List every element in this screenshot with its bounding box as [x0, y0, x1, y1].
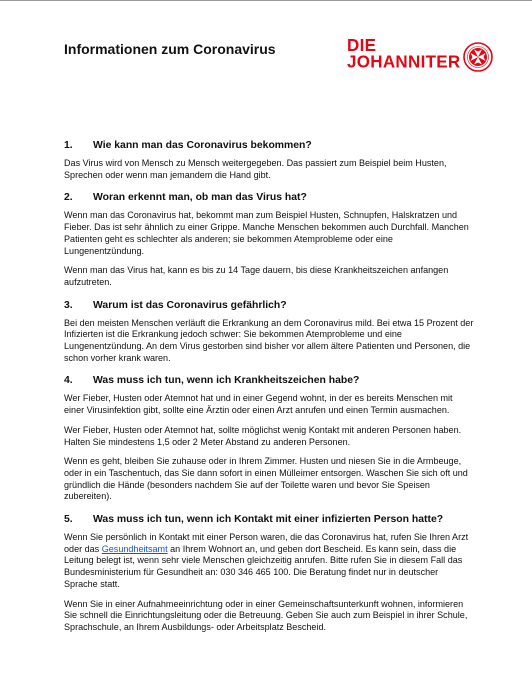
section-3-heading	[64, 300, 474, 311]
section-4-paragraph-1: Wer Fieber, Husten oder Atemnot hat und in einer Gegend wohnt, in der es bereits Menschen mit einer Virusinfektion gibt, sollte eine Ärztin oder einen Arzt anrufen und einen Termin ausmachen.	[64, 393, 453, 416]
document-body	[64, 140, 474, 642]
section-2-paragraph-1: Wenn man das Coronavirus hat, bekommt man zum Beispiel Husten, Schnupfen, Halskratzen und Fieber. Das ist sehr ähnlich zu einer Grippe. Manche Menschen bekommen auch Durchfall. Manchen Patienten geht es schlechter als anderen; sie bekommen Atemprobleme oder eine Lungenentzündung.	[64, 210, 469, 256]
section-5-heading	[64, 514, 474, 525]
section-number: 4.	[64, 375, 73, 387]
section-4-paragraph-3: Wenn es geht, bleiben Sie zuhause oder in Ihrem Zimmer. Husten und niesen Sie in die Armbeuge, oder in ein Taschentuch, das Sie dann sofort in einen Mülleimer entsorgen. Waschen Sie sich oft und gründlich die Hände (besonders nachdem Sie auf der Toilette waren und bevor Sie Speisen zubereiten).	[64, 456, 468, 502]
page-top-border	[0, 0, 532, 1]
section-4-heading	[64, 375, 474, 386]
section-number: 3.	[64, 299, 73, 311]
section-number: 2.	[64, 192, 73, 204]
section-number: 5.	[64, 514, 73, 526]
section-4-paragraph-2: Wer Fieber, Husten oder Atemnot hat, sollte möglichst wenig Kontakt mit anderen Personen haben. Halten Sie mindestens 1,5 oder 2 Meter Abstand zu anderen Personen.	[64, 424, 462, 447]
section-title: Woran erkennt man, ob man das Virus hat?	[93, 192, 307, 204]
johanniter-logo	[347, 37, 461, 71]
logo-line-johanniter: JOHANNITER	[347, 51, 461, 72]
gesundheitsamt-link[interactable]: Gesundheitsamt	[101, 543, 168, 554]
section-5-paragraph-2: Wenn Sie in einer Aufnahmeeinrichtung oder in einer Gemeinschaftsunterkunft wohnen, informieren Sie schnell die Einrichtungsleitung oder die Betreuung. Geben Sie auch zum Beispiel in ihrer Schule, Sprachschule, an Ihrem Ausbildungs- oder Arbeitsplatz Bescheid.	[64, 598, 468, 632]
section-2-paragraph-2: Wenn man das Virus hat, kann es bis zu 14 Tage dauern, bis diese Krankheitszeichen anfangen aufzutreten.	[64, 265, 449, 287]
logo-line-die: DIE	[347, 35, 377, 56]
section-3-paragraph-1: Bei den meisten Menschen verläuft die Erkrankung an dem Coronavirus mild. Bei etwa 15 Prozent der Infizierten ist die Erkrankung jedoch schwer: Sie bekommen Atemprobleme und eine Lungenentzündung. An dem Virus gestorben sind bisher vor allem ältere Patienten und Personen, die schon vorher krank waren.	[64, 317, 474, 363]
paragraph-text: Wenn Sie persönlich in Kontakt mit einer Person waren, die das Coronavirus hat, rufen Sie Ihren Arzt oder das	[64, 532, 469, 554]
section-title: Warum ist das Coronavirus gefährlich?	[93, 299, 287, 311]
section-1-paragraph-1: Das Virus wird von Mensch zu Mensch weitergegeben. Das passiert zum Beispiel beim Husten, Sprechen oder wenn man jemandem die Hand gibt.	[64, 158, 447, 180]
section-title: Was muss ich tun, wenn ich Kontakt mit einer infizierten Person hatte?	[93, 514, 444, 526]
section-title: Was muss ich tun, wenn ich Krankheitszeichen habe?	[93, 375, 360, 387]
section-1-heading	[64, 140, 474, 151]
section-number: 1.	[64, 140, 73, 151]
section-title: Wie kann man das Coronavirus bekommen?	[93, 140, 312, 151]
section-5-paragraph-1	[64, 532, 474, 591]
johanniter-seal-icon	[463, 42, 493, 72]
paragraph-text: an Ihrem Wohnort an, und geben dort Bescheid. Es kann sein, dass die Leitung belegt ist, wenn sehr viele Menschen gleichzeitig anrufen. Bitte rufen Sie in diesem Fall das Bundesministerium für Gesundheit an: 030 346 465 100. Die Beratung findet nur in deutscher Sprache statt.	[64, 543, 463, 589]
document-title: Informationen zum Coronavirus	[64, 41, 276, 57]
section-2-heading	[64, 192, 474, 203]
